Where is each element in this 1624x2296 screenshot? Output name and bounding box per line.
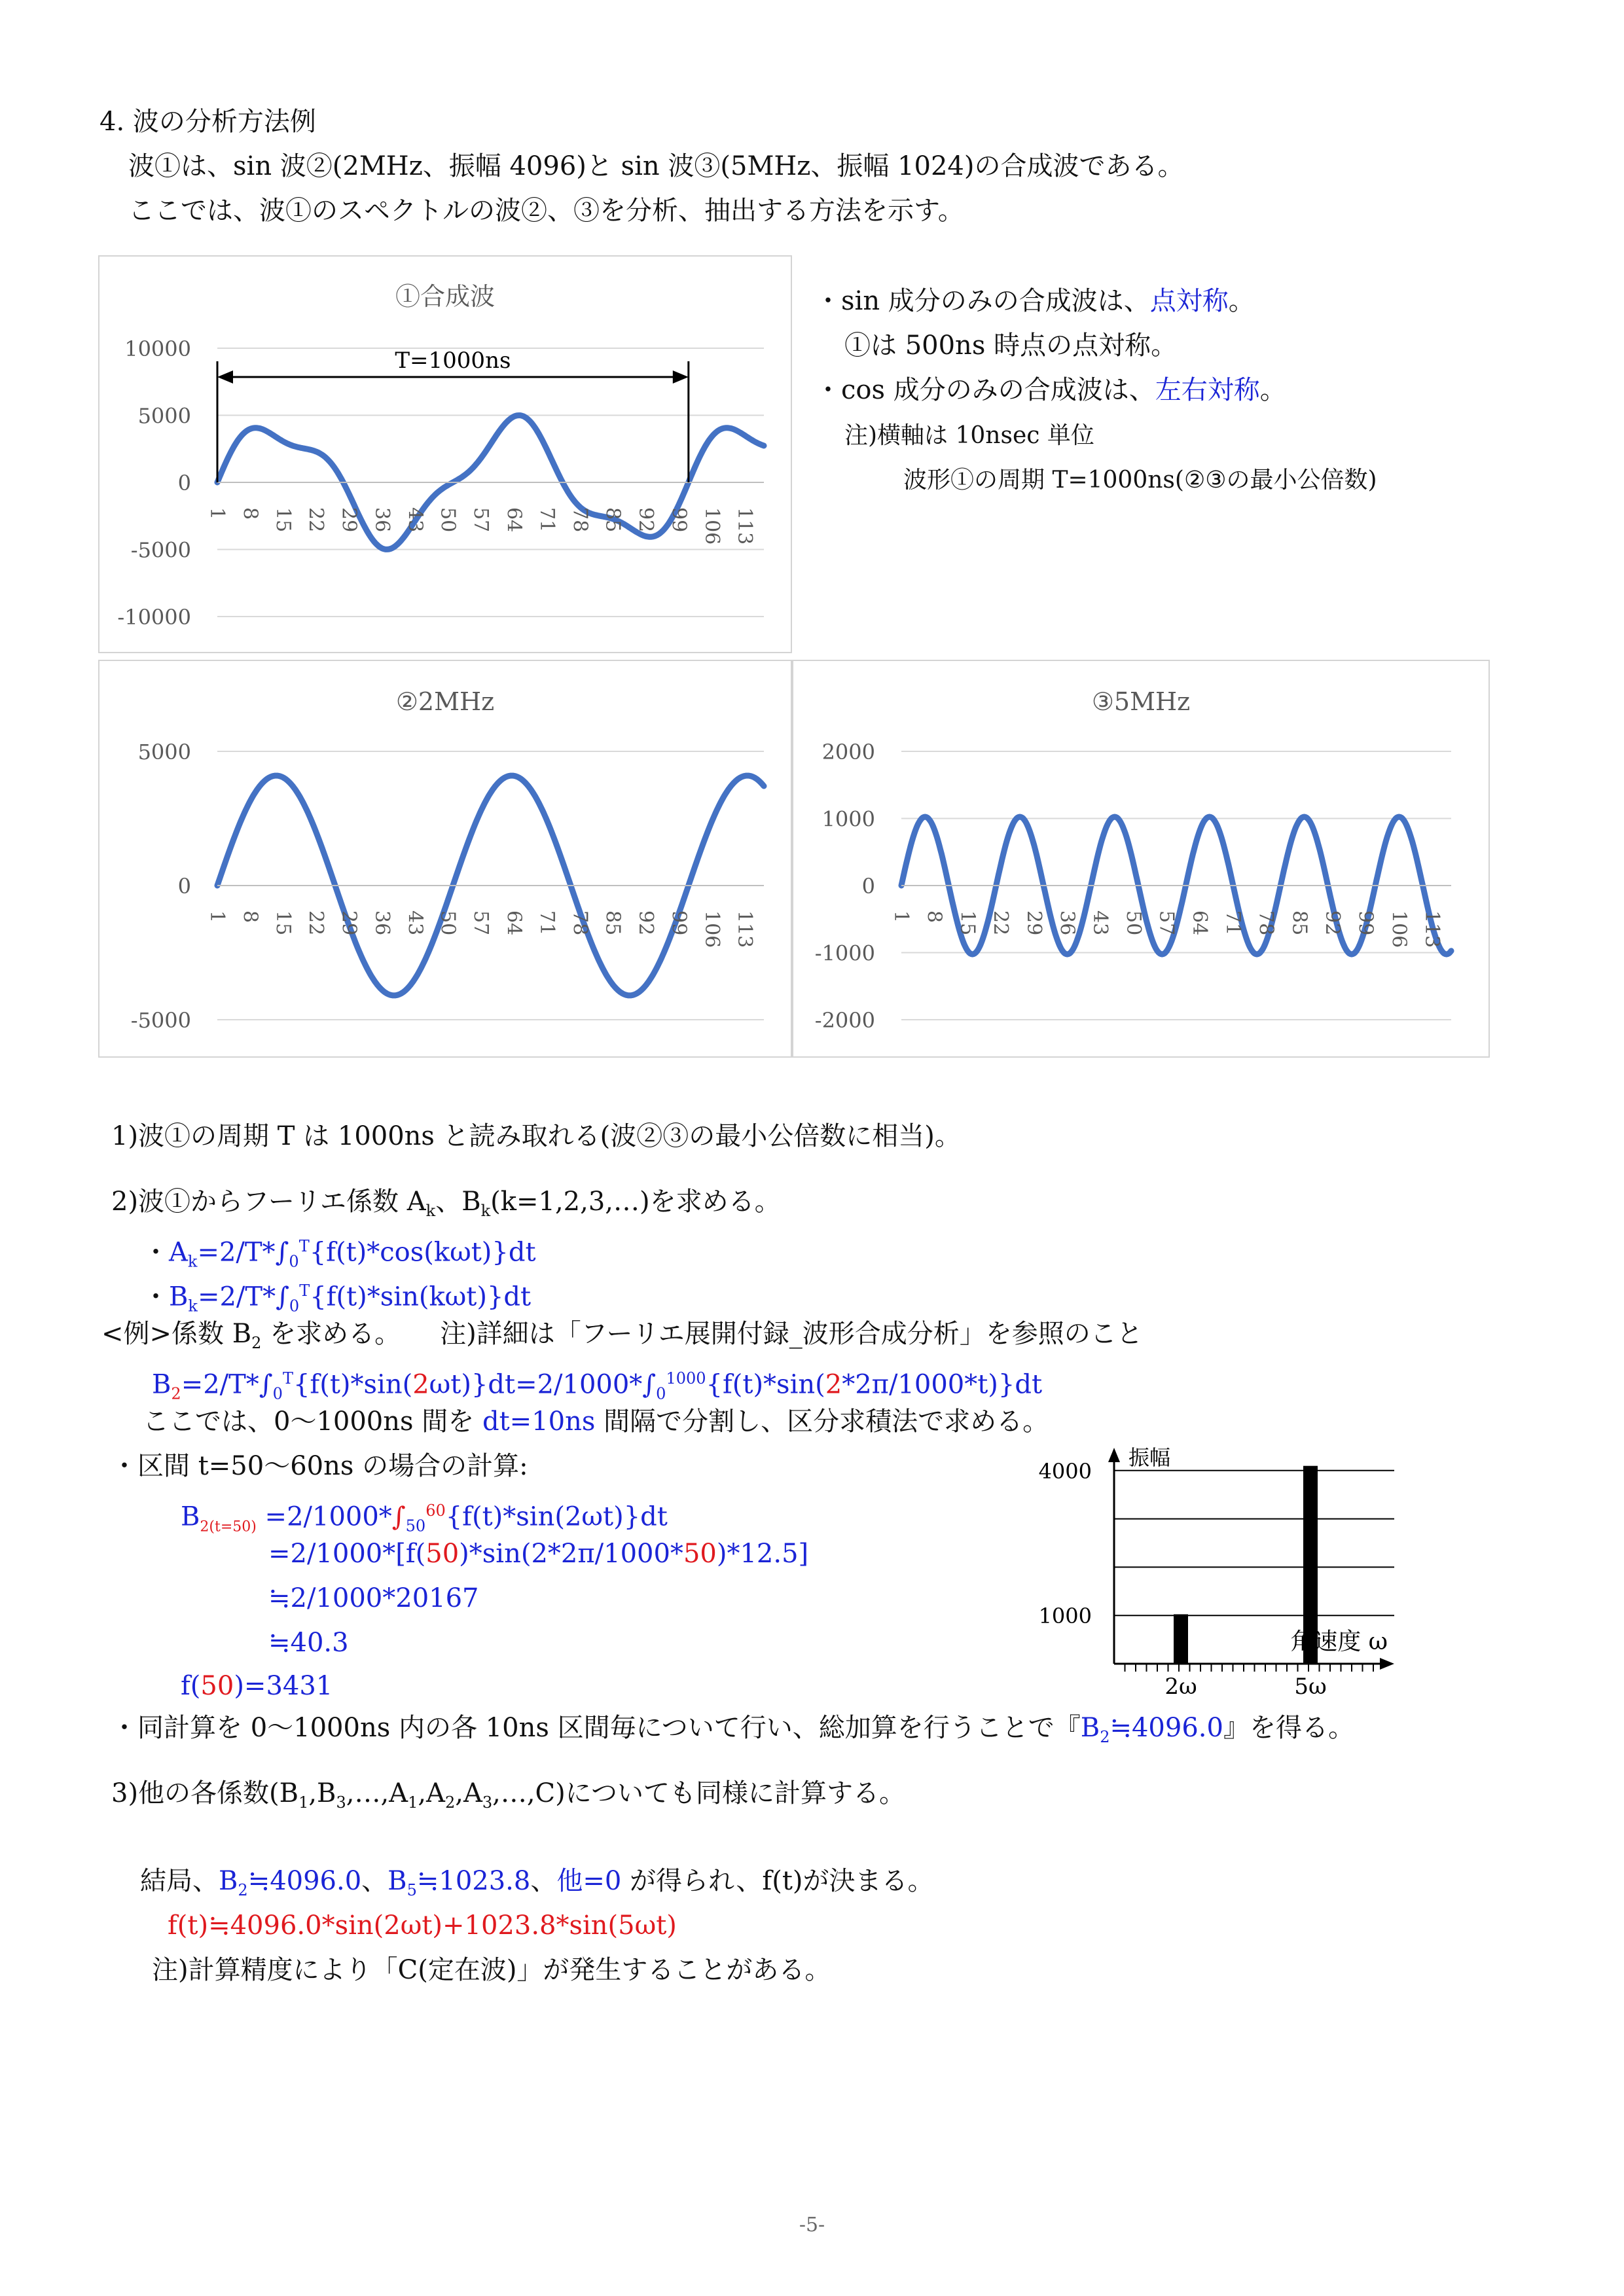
x-tick-label: 8 (922, 910, 946, 924)
x-tick-label: 15 (956, 910, 979, 936)
subscript: 2 (444, 1793, 456, 1812)
x-tick-label: 50 (1121, 910, 1145, 936)
step-3-text: ,A (455, 1778, 482, 1808)
side-note-5: 波形①の周期 T=1000ns(②③の最小公倍数) (903, 467, 1377, 493)
y-tick-label: 5000 (137, 403, 191, 429)
example-text: <例>係数 B (101, 1319, 252, 1349)
split-highlight: dt=10ns (482, 1407, 596, 1437)
chart-composite-wave (98, 255, 792, 653)
x-tick-label: 36 (370, 507, 393, 533)
x-tick-label: 106 (700, 910, 723, 948)
y-tick-label: -5000 (130, 1008, 191, 1033)
calc-line-2 (268, 1535, 808, 1572)
result-text: 、 (530, 1866, 557, 1896)
side-note-3-suffix: 。 (1259, 375, 1286, 405)
formula-highlight: 2 (825, 1369, 842, 1400)
x-tick-label: 78 (568, 910, 592, 936)
superscript: T (282, 1369, 293, 1388)
y-tick-label: 1000 (821, 806, 875, 832)
step-3-text: ,…,C)についても同様に計算する。 (492, 1778, 905, 1808)
result-highlight: B (219, 1866, 238, 1896)
subscript: 0 (272, 1384, 283, 1403)
x-tick-label: 99 (1354, 910, 1377, 936)
y-tick-label: -5000 (130, 537, 191, 563)
subscript: 5 (406, 1881, 417, 1899)
formula-text: {f(t)*sin( (706, 1369, 825, 1400)
x-tick-label: 64 (1188, 910, 1212, 936)
x-axis-arrow (1380, 1658, 1394, 1670)
side-note-1-suffix: 。 (1228, 286, 1255, 316)
subscript: 2 (238, 1881, 248, 1899)
y-tick-label: -2000 (814, 1008, 875, 1033)
x-tick-label: 57 (469, 507, 493, 533)
example-note: 注)詳細は「フーリエ展開付録_波形合成分析」を参照のこと (440, 1319, 1143, 1349)
calc-text: =2/1000*[f( (268, 1539, 426, 1569)
chart-title: ③5MHz (1091, 687, 1191, 716)
result-text: 結局、 (140, 1866, 219, 1896)
side-note-1 (815, 283, 1255, 319)
x-tick-label: 78 (568, 507, 592, 533)
subscript: 50 (405, 1516, 426, 1535)
y-tick-label: 0 (177, 874, 191, 899)
x-tick-label: 43 (1089, 910, 1112, 936)
y-tick-label: -1000 (814, 941, 875, 966)
step-3-text: 3)他の各係数(B (111, 1778, 299, 1808)
total-text: ・同計算を 0〜1000ns 内の各 10ns 区間毎について行い、総加算を行うことで『 (111, 1713, 1081, 1743)
superscript: 60 (425, 1501, 446, 1520)
bullet: ・ (143, 1237, 169, 1268)
calc-text: {f(t)*sin(2ωt)}dt (445, 1501, 668, 1532)
y-axis-label: 振幅 (1128, 1445, 1171, 1470)
x-tick-label: 99 (667, 507, 691, 533)
x-tick-label: 50 (436, 910, 460, 936)
chart-svg (99, 257, 791, 652)
y-tick-label: -10000 (117, 605, 191, 630)
formula-highlight: 2 (412, 1369, 429, 1400)
side-note-1-text: ・sin 成分のみの合成波は、 (815, 286, 1150, 316)
calc-highlight: 50 (425, 1539, 460, 1569)
x-tick-label: 22 (304, 507, 328, 533)
y-axis-arrow (1108, 1448, 1120, 1462)
calc-line-4: ≒40.3 (268, 1628, 349, 1658)
x-tick-label: 92 (634, 507, 658, 533)
x-tick-label: 99 (667, 910, 691, 936)
x-tick-label: 106 (700, 507, 723, 545)
step-3 (111, 1775, 905, 1821)
superscript: T (299, 1282, 310, 1300)
formula-text: =2/T*∫ (197, 1237, 289, 1268)
section-heading: 4. 波の分析方法例 (99, 107, 316, 137)
x-tick-label: 43 (403, 507, 427, 533)
y-tick-label: 5000 (137, 740, 191, 764)
formula-text: =2/T*∫ (197, 1282, 289, 1312)
calc-text: )*12.5] (716, 1539, 809, 1569)
subscript: 2 (171, 1384, 181, 1403)
formula-text: *2π/1000*t)}dt (842, 1369, 1043, 1400)
total-text: 』を得る。 (1223, 1713, 1354, 1743)
x-axis-label: 角速度 ω (1290, 1628, 1388, 1655)
step-2 (111, 1183, 781, 1229)
calc-text: =2/1000* (256, 1501, 392, 1532)
subscript: 0 (289, 1252, 299, 1271)
step-3-text: ,…,A (346, 1778, 408, 1808)
x-category-label: 5ω (1294, 1674, 1327, 1695)
x-tick-label: 57 (469, 910, 493, 936)
split-text: ここでは、0〜1000ns 間を (143, 1407, 482, 1437)
intro-line-1: 波①は、sin 波②(2MHz、振幅 4096)と sin 波③(5MHz、振幅 1024)の合成波である。 (128, 151, 1184, 181)
x-tick-label: 78 (1254, 910, 1278, 936)
side-note-1-highlight: 点対称 (1149, 286, 1229, 316)
calc-text: f( (181, 1671, 201, 1701)
side-note-3-text: ・cos 成分のみの合成波は、 (815, 375, 1155, 405)
x-tick-label: 113 (1420, 910, 1444, 948)
y-tick-label: 0 (177, 471, 191, 495)
intro-line-2: ここでは、波①のスペクトルの波②、③を分析、抽出する方法を示す。 (128, 196, 964, 226)
subscript: k (425, 1202, 436, 1220)
x-tick-label: 8 (238, 910, 262, 924)
interval-line: ・区間 t=50〜60ns の場合の計算: (111, 1451, 528, 1481)
x-tick-label: 43 (403, 910, 427, 936)
x-tick-label: 64 (502, 507, 526, 533)
subscript: 0 (656, 1384, 666, 1403)
arrowhead-left (217, 370, 233, 384)
formula-text: {f(t)*sin(kωt)}dt (310, 1282, 532, 1312)
result-text: 、 (361, 1866, 388, 1896)
total-highlight: B (1080, 1713, 1100, 1743)
x-tick-label: 57 (1155, 910, 1178, 936)
x-tick-label: 15 (271, 507, 295, 533)
example-text: を求める。 (261, 1319, 401, 1349)
subscript: 3 (336, 1793, 346, 1812)
x-tick-label: 106 (1387, 910, 1411, 948)
subscript: 2 (1100, 1728, 1110, 1746)
chart-title: ②2MHz (395, 687, 495, 716)
subscript: 2(t=50) (200, 1518, 257, 1535)
step-2-text: 2)波①からフーリエ係数 A (111, 1187, 426, 1217)
x-tick-label: 22 (304, 910, 328, 936)
calc-line-5 (181, 1668, 333, 1704)
result-highlight: ≒1023.8 (416, 1866, 531, 1896)
x-tick-label: 113 (733, 507, 757, 545)
x-tick-label: 92 (634, 910, 658, 936)
x-tick-label: 22 (989, 910, 1013, 936)
subscript: k (187, 1252, 198, 1271)
calc-line-3: ≒2/1000*20167 (268, 1583, 479, 1613)
formula-text: ωt)}dt=2/1000*∫ (429, 1369, 657, 1400)
x-tick-label: 50 (436, 507, 460, 533)
calc-highlight: 50 (683, 1539, 717, 1569)
step-1: 1)波①の周期 T は 1000ns と読み取れる(波②③の最小公倍数に相当)。 (111, 1121, 961, 1151)
calc-text: )*sin(2*2π/1000* (459, 1539, 683, 1569)
x-tick-label: 71 (535, 507, 558, 533)
subscript: 3 (482, 1793, 493, 1812)
split-line (143, 1403, 1049, 1440)
subscript: 1 (298, 1793, 309, 1812)
chart-svg (99, 661, 791, 1056)
x-tick-label: 113 (733, 910, 757, 948)
x-category-label: 2ω (1164, 1674, 1197, 1695)
chart-title: ①合成波 (395, 282, 495, 311)
x-tick-label: 8 (238, 507, 262, 520)
bar (1174, 1614, 1188, 1664)
side-note-4: 注)横軸は 10nsec 単位 (844, 422, 1094, 449)
x-tick-label: 71 (1221, 910, 1244, 936)
subscript: 1 (408, 1793, 418, 1812)
result-highlight: ≒4096.0 (247, 1866, 362, 1896)
arrowhead-right (673, 370, 689, 384)
y-tick-label: 2000 (821, 740, 875, 764)
x-tick-label: 1 (206, 507, 228, 520)
x-tick-label: 85 (601, 910, 624, 936)
x-tick-label: 85 (601, 507, 624, 533)
calc-text: B (181, 1501, 200, 1532)
subscript: k (480, 1202, 491, 1220)
formula-text: A (169, 1237, 188, 1268)
side-note-3-highlight: 左右対称 (1155, 375, 1260, 405)
x-tick-label: 92 (1320, 910, 1344, 936)
formula-text: B (152, 1369, 171, 1400)
chart-svg (793, 661, 1489, 1056)
result-highlight: B (388, 1866, 407, 1896)
total-line (111, 1710, 1354, 1755)
x-tick-label: 1 (890, 910, 912, 924)
chart-2mhz-wave (98, 660, 792, 1058)
side-note-2: ①は 500ns 時点の点対称。 (844, 331, 1178, 361)
x-tick-label: 64 (502, 910, 526, 936)
bullet: ・ (143, 1282, 169, 1312)
step-2-text: (k=1,2,3,…)を求める。 (490, 1187, 781, 1217)
result-text: が得られ、f(t)が決まる。 (621, 1866, 934, 1896)
y-tick-label: 4000 (1038, 1458, 1092, 1484)
x-tick-label: 36 (1055, 910, 1079, 936)
superscript: T (298, 1237, 310, 1255)
x-tick-label: 29 (1022, 910, 1045, 936)
final-note: 注)計算精度により「C(定在波)」が発生することがある。 (152, 1955, 831, 1985)
chart-5mhz-wave (792, 660, 1490, 1058)
step-2-text: 、B (435, 1187, 481, 1217)
final-formula: f(t)≒4096.0*sin(2ωt)+1023.8*sin(5ωt) (168, 1910, 677, 1941)
y-tick-label: 10000 (124, 336, 191, 361)
page-number: -5- (799, 2214, 825, 2236)
period-annotation: T=1000ns (395, 348, 511, 374)
x-tick-label: 15 (271, 910, 295, 936)
step-3-text: ,B (308, 1778, 336, 1808)
integral-sign: ∫ (391, 1501, 406, 1532)
result-line (140, 1863, 934, 1909)
calc-highlight: 50 (200, 1671, 234, 1701)
subscript: 0 (289, 1297, 300, 1316)
formula-text: B (169, 1282, 189, 1312)
split-text: 間隔で分割し、区分求積法で求める。 (595, 1407, 1049, 1437)
step-3-text: ,A (418, 1778, 445, 1808)
result-highlight: 他=0 (556, 1866, 622, 1896)
calc-text: )=3431 (234, 1671, 333, 1701)
y-tick-label: 1000 (1038, 1604, 1092, 1629)
total-highlight: ≒4096.0 (1110, 1713, 1223, 1743)
x-tick-label: 1 (206, 910, 228, 924)
formula-text: {f(t)*cos(kωt)}dt (309, 1237, 536, 1268)
subscript: 2 (251, 1334, 262, 1352)
example-line (101, 1316, 1143, 1361)
formula-text: {f(t)*sin( (293, 1369, 413, 1400)
x-tick-label: 85 (1288, 910, 1311, 936)
x-tick-label: 71 (535, 910, 558, 936)
formula-text: =2/T*∫ (181, 1369, 273, 1400)
subscript: k (188, 1297, 198, 1316)
y-tick-label: 0 (861, 874, 875, 899)
x-tick-label: 36 (370, 910, 393, 936)
x-tick-label: 29 (337, 910, 361, 936)
x-tick-label: 29 (337, 507, 361, 533)
spectrum-chart (1008, 1433, 1401, 1695)
side-note-3 (815, 372, 1286, 408)
superscript: 1000 (666, 1369, 706, 1388)
